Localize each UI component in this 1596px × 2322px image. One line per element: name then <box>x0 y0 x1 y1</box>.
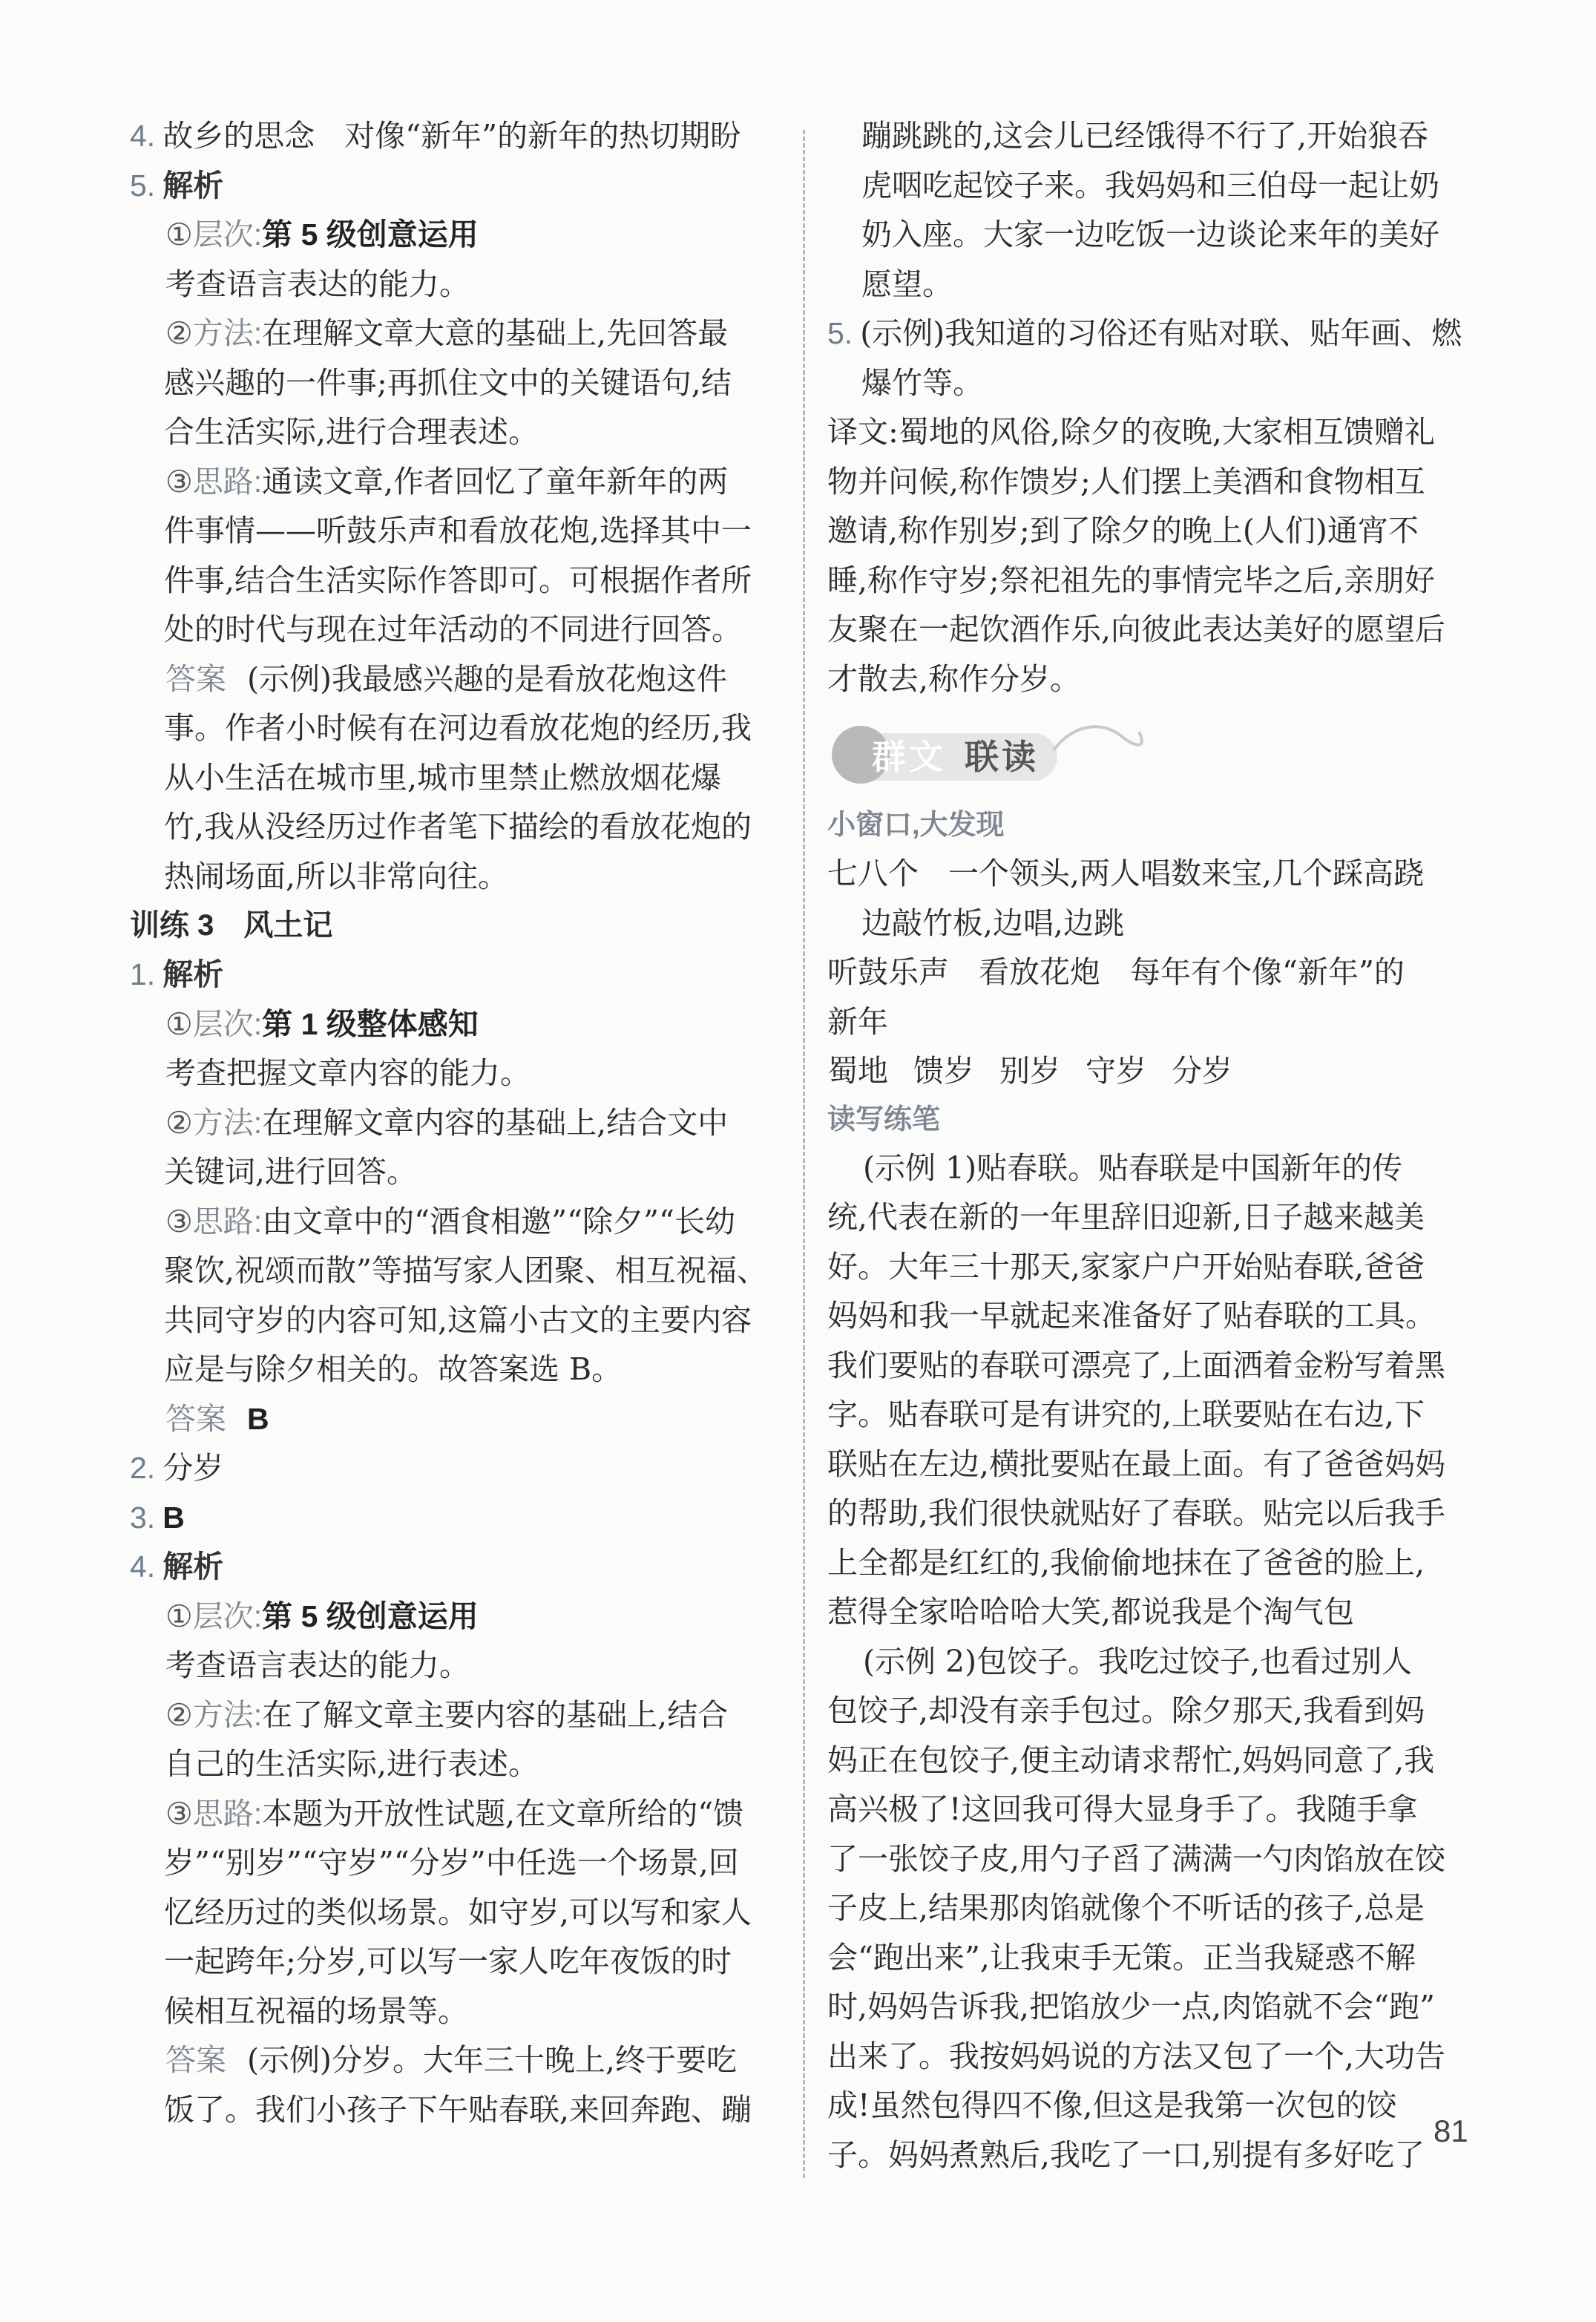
text-line: 忆经历过的类似场景。如守岁,可以写和家人 <box>164 1894 752 1930</box>
text-line: 关键词,进行回答。 <box>164 1154 418 1190</box>
text-line: 愿望。 <box>861 266 953 302</box>
text-line: 热闹场面,所以非常向往。 <box>164 858 509 894</box>
text-line: 合生活实际,进行合理表述。 <box>164 414 539 450</box>
analysis-approach: ③思路:本题为开放性试题,在文章所给的“馈 <box>165 1795 744 1831</box>
answer-line: 答案 (示例)分岁。大年三十晚上,终于要吃 <box>165 2042 738 2078</box>
text-line: 考查语言表达的能力。 <box>165 266 470 302</box>
essay-line: 出来了。我按妈妈说的方法又包了一个,大功告 <box>827 2038 1446 2074</box>
column-divider <box>803 130 805 2178</box>
text-line: 自己的生活实际,进行表述。 <box>164 1746 539 1782</box>
text-line: 爆竹等。 <box>861 364 983 401</box>
answer-line: 听鼓乐声 看放花炮 每年有个像“新年”的 <box>827 954 1405 990</box>
answer-item: 4. 故乡的思念 对像“新年”的新年的热切期盼 <box>130 118 741 154</box>
answer-line: 蜀地 馈岁 别岁 守岁 分岁 <box>827 1053 1232 1089</box>
text-line: 共同守岁的内容可知,这篇小古文的主要内容 <box>164 1302 752 1338</box>
essay-line: 包饺子,却没有亲手包过。除夕那天,我看到妈 <box>827 1693 1425 1728</box>
text-line: 岁”“别岁”“守岁”“分岁”中任选一个场景,回 <box>164 1845 739 1880</box>
essay-line: 上全都是红红的,我偷偷地抹在了爸爸的脸上, <box>827 1544 1425 1581</box>
text-line: 考查语言表达的能力。 <box>165 1647 470 1683</box>
essay-line: 好。大年三十那天,家家户户开始贴春联,爸爸 <box>827 1248 1425 1285</box>
essay-line: (示例 2)包饺子。我吃过饺子,也看过别人 <box>863 1643 1413 1679</box>
answer-item: 5. (示例)我知道的习俗还有贴对联、贴年画、燃 <box>827 315 1462 351</box>
essay-line: 联贴在左边,横批要贴在最上面。有了爸爸妈妈 <box>827 1446 1446 1482</box>
text-line: 感兴趣的一件事;再抓住文中的关键语句,结 <box>164 364 732 401</box>
answer-line: 答案 B <box>165 1401 269 1436</box>
section-heading: 训练 3 风土记 <box>130 909 333 942</box>
group-reading-banner <box>827 717 1480 798</box>
analysis-method: ②方法:在了解文章主要内容的基础上,结合 <box>165 1696 729 1733</box>
analysis-method: ②方法:在理解文章内容的基础上,结合文中 <box>165 1104 729 1141</box>
translation-line: 才散去,称作分岁。 <box>827 660 1081 697</box>
essay-line: 会“跑出来”,让我束手无策。正当我疑惑不解 <box>827 1939 1416 1975</box>
essay-line: (示例 1)贴春联。贴春联是中国新年的传 <box>863 1149 1403 1186</box>
text-line: 饭了。我们小孩子下午贴春联,来回奔跑、蹦 <box>164 2091 752 2128</box>
essay-line: 妈妈和我一早就起来准备好了贴春联的工具。 <box>827 1298 1436 1334</box>
essay-line: 妈正在包饺子,便主动请求帮忙,妈妈同意了,我 <box>827 1742 1435 1778</box>
text-line: 应是与除夕相关的。故答案选 B。 <box>164 1351 623 1387</box>
translation-line: 物并问候,称作馈岁;人们摆上美酒和食物相互 <box>827 463 1425 499</box>
essay-line: 我们要贴的春联可漂亮了,上面洒着金粉写着黑 <box>827 1347 1446 1383</box>
essay-line: 字。贴春联可是有讲究的,上联要贴在右边,下 <box>827 1397 1425 1432</box>
subsection-heading: 小窗口,大发现 <box>827 810 1005 841</box>
essay-line: 的帮助,我们很快就贴好了春联。贴完以后我手 <box>827 1495 1446 1531</box>
swirl-decoration-icon <box>1050 717 1154 761</box>
banner-title-part1: 群文 <box>872 738 946 776</box>
analysis-level: ①层次:第 1 级整体感知 <box>165 1006 479 1042</box>
analysis-level: ①层次:第 5 级创意运用 <box>165 217 479 252</box>
subsection-heading: 读写练笔 <box>827 1103 941 1135</box>
text-line: 聚饮,祝颂而散”等描写家人团聚、相互祝福、 <box>164 1253 767 1288</box>
page-number: 81 <box>1434 2113 1468 2148</box>
answer-line: 答案 (示例)我最感兴趣的是看放花炮这件 <box>165 660 727 697</box>
essay-line: 子。妈妈煮熟后,我吃了一口,别提有多好吃了 <box>827 2136 1425 2173</box>
essay-line: 统,代表在新的一年里辞旧迎新,日子越来越美 <box>827 1199 1425 1235</box>
text-line: 从小生活在城市里,城市里禁止燃放烟花爆 <box>164 759 722 796</box>
text-line: 候相互祝福的场景等。 <box>164 1993 468 2029</box>
translation-line: 睡,称作守岁;祭祀祖先的事情完毕之后,亲朋好 <box>827 562 1435 598</box>
essay-line: 高兴极了!这回我可得大显身手了。我随手拿 <box>827 1791 1418 1827</box>
text-line: 奶入座。大家一边吃饭一边谈论来年的美好 <box>861 217 1439 252</box>
answer-line: 七八个 一个领头,两人唱数来宝,几个踩高跷 <box>827 856 1425 891</box>
left-column <box>130 111 783 2134</box>
right-column <box>827 111 1480 2180</box>
text-line: 件事,结合生活实际作答即可。可根据作者所 <box>164 562 752 598</box>
essay-line: 了一张饺子皮,用勺子舀了满满一勺肉馅放在饺 <box>827 1840 1446 1877</box>
answer-item: 2. 分岁 <box>130 1450 224 1486</box>
analysis-approach: ③思路:由文章中的“酒食相邀”“除夕”“长幼 <box>165 1203 735 1239</box>
analysis-approach: ③思路:通读文章,作者回忆了童年新年的两 <box>165 463 729 499</box>
text-line: 虎咽吃起饺子来。我妈妈和三伯母一起让奶 <box>861 167 1439 203</box>
banner-title-part2: 联读 <box>965 738 1039 776</box>
text-line: 蹦跳跳的,这会儿已经饿得不行了,开始狼吞 <box>861 118 1429 154</box>
text-line: 处的时代与现在过年活动的不同进行回答。 <box>164 611 742 647</box>
essay-line: 惹得全家哈哈哈大笑,都说我是个淘气包 <box>827 1594 1355 1630</box>
translation-line: 译文:蜀地的风俗,除夕的夜晚,大家相互馈赠礼 <box>827 414 1435 450</box>
essay-line: 成!虽然包得四不像,但这是我第一次包的饺 <box>827 2087 1397 2123</box>
text-line: 一起跨年;分岁,可以写一家人吃年夜饭的时 <box>164 1944 732 1979</box>
answer-item: 1. 解析 <box>130 957 224 991</box>
answer-item: 3. B <box>130 1500 185 1535</box>
analysis-method: ②方法:在理解文章大意的基础上,先回答最 <box>165 315 729 351</box>
analysis-level: ①层次:第 5 级创意运用 <box>165 1598 479 1634</box>
text-line: 考查把握文章内容的能力。 <box>165 1055 531 1091</box>
essay-line: 子皮上,结果那肉馅就像个不听话的孩子,总是 <box>827 1890 1425 1926</box>
answer-item: 4. 解析 <box>130 1549 224 1584</box>
text-line: 新年 <box>827 1003 888 1040</box>
essay-line: 时,妈妈告诉我,把馅放少一点,肉馅就不会“跑” <box>827 1989 1436 2024</box>
translation-line: 友聚在一起饮酒作乐,向彼此表达美好的愿望后 <box>827 611 1446 647</box>
text-line: 边敲竹板,边唱,边跳 <box>861 905 1125 941</box>
answer-item: 5. 解析 <box>130 168 224 203</box>
text-line: 事。作者小时候有在河边看放花炮的经历,我 <box>164 710 752 746</box>
translation-line: 邀请,称作别岁;到了除夕的晚上(人们)通宵不 <box>827 513 1419 548</box>
text-line: 件事情——听鼓乐声和看放花炮,选择其中一 <box>164 513 752 548</box>
text-line: 竹,我从没经历过作者笔下描绘的看放花炮的 <box>164 809 752 844</box>
